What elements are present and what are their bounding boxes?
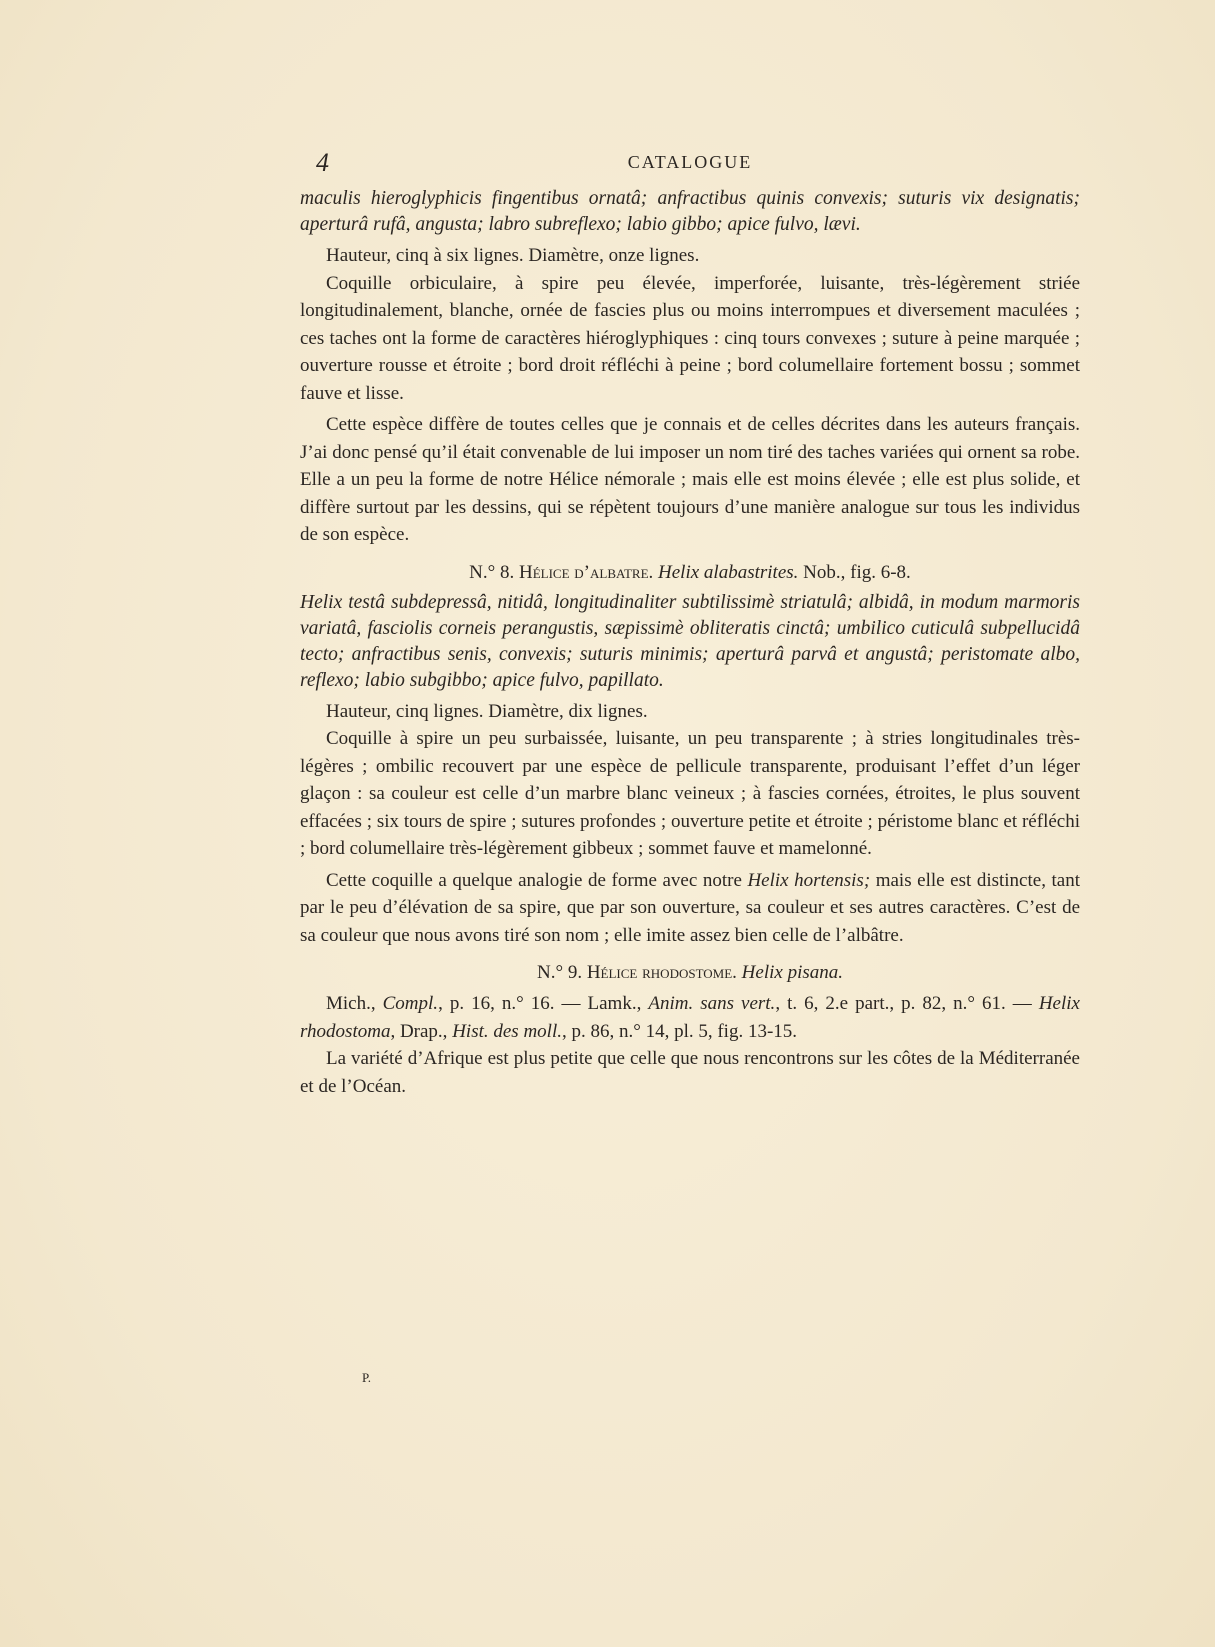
signature-mark: P. xyxy=(362,1370,372,1385)
entry-reference: Nob., fig. 6-8. xyxy=(803,561,911,583)
entry-french-name: Hélice rhodostome. xyxy=(586,962,737,983)
description-paragraph: Coquille orbiculaire, à spire peu élevée, imperforée, luisante, très-légèrement striée longitudinalement, blanche, ornée de fascies plus ou moins interrompues et diversement maculées ; ces taches ont la forme de caractères hiéroglyphiques : cinq tours convexes ; suture à peine marquée ; ouverture rousse et étroite ; bord droit réfléchi à peine ; bord columellaire fortement bossu ; sommet fauve et lisse. xyxy=(300,272,1080,404)
entry-latin-name: Helix pisana. xyxy=(741,962,843,983)
entry-number: N.° 9. xyxy=(537,962,583,983)
remark-paragraph: Cette coquille a quelque analogie de forme avec notre Helix hortensis; mais elle est distincte, tant par le peu d’élévation de sa spire, que par son ouverture, sa couleur et ses autres caractères. C’est de sa couleur que nous avons tiré son nom ; elle imite assez bien celle de l’albâtre. xyxy=(300,869,1080,946)
entry-heading-8 xyxy=(300,559,1080,586)
synonymy-paragraph: Mich., Compl., p. 16, n.° 16. — Lamk., Anim. sans vert., t. 6, 2.e part., p. 82, n.° 61. — Helix rhodostoma, Drap., Hist. des moll., p. 86, n.° 14, pl. 5, fig. 13-15. xyxy=(300,993,1080,1042)
page-header xyxy=(300,148,1080,178)
latin-diagnosis: Helix testâ subdepressâ, nitidâ, longitudinaliter subtilissimè striatulâ; albidâ, in modum marmoris variatâ, fasciolis corneis perangustis, sæpissimè obliteratis cinctâ; umbilico cuticulâ subpellucidâ tecto; anfractibus senis, convexis; suturis minimis; aperturâ parvâ et angustâ; peristomate albo, reflexo; labio subgibbo; apice fulvo, papillato. xyxy=(300,591,1080,691)
latin-diagnosis-continued: maculis hieroglyphicis fingentibus ornatâ; anfractibus quinis convexis; suturis vix designatis; aperturâ rufâ, angusta; labro subreflexo; labio gibbo; apice fulvo, lævi. xyxy=(300,188,1080,235)
description-paragraph: Coquille à spire un peu surbaissée, luisante, un peu transparente ; à stries longitudinales très-légères ; ombilic recouvert par une espèce de pellicule transparente, produisant l’effet d’un léger glaçon : sa couleur est celle d’un marbre blanc veineux ; à fascies cornées, étroites, le plus souvent effacées ; six tours de spire ; sutures profondes ; ouverture petite et étroite ; péristome blanc et réfléchi ; bord columellaire très-légèrement gibbeux ; sommet fauve et mamelonné. xyxy=(300,728,1080,859)
measures-paragraph: Hauteur, cinq lignes. Diamètre, dix lignes. xyxy=(326,700,648,722)
page-number: 4 xyxy=(316,148,329,177)
text-column xyxy=(300,186,1080,1100)
entry-latin-name: Helix alabastrites. xyxy=(658,561,799,583)
measures-paragraph: Hauteur, cinq à six lignes. Diamètre, onze lignes. xyxy=(326,245,700,266)
entry-french-name: Hélice d’albatre. xyxy=(519,561,654,583)
entry-heading-9 xyxy=(300,959,1080,986)
remark-paragraph: La variété d’Afrique est plus petite que celle que nous rencontrons sur les côtes de la Méditerranée et de l’Océan. xyxy=(300,1048,1080,1097)
entry-number: N.° 8. xyxy=(469,561,515,583)
remark-paragraph: Cette espèce diffère de toutes celles que je connais et de celles décrites dans les auteurs français. J’ai donc pensé qu’il était convenable de lui imposer un nom tiré des taches variées qui ornent sa robe. Elle a un peu la forme de notre Hélice némorale ; mais elle est moins élevée ; elle est plus solide, et diffère surtout par les dessins, qui se répètent toujours d’une manière analogue sur tous les individus de son espèce. xyxy=(300,414,1080,545)
running-title: CATALOGUE xyxy=(627,152,753,172)
